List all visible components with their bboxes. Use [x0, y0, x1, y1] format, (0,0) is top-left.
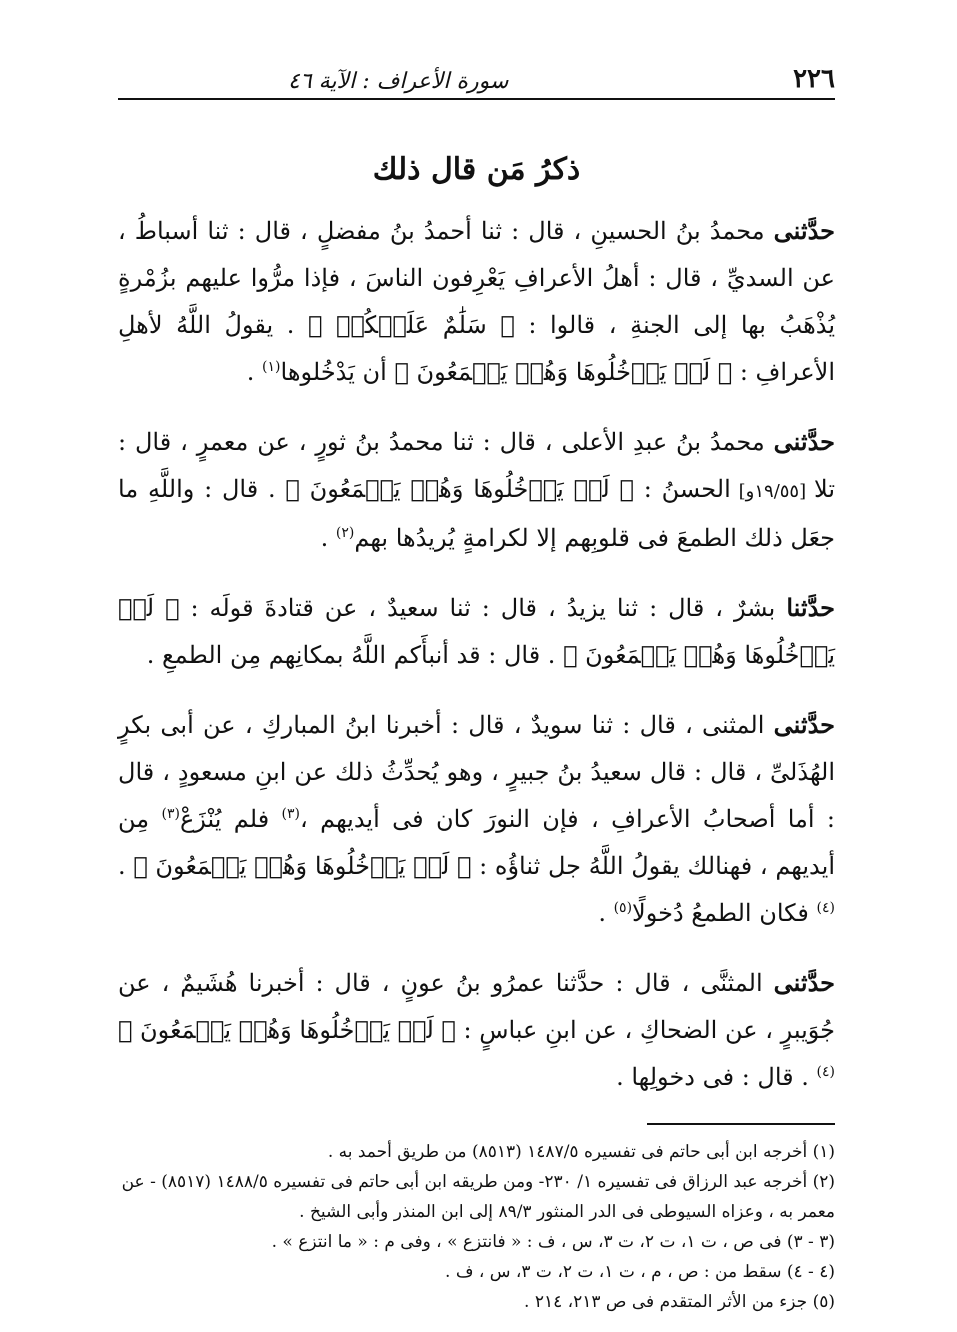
footnote-3: (٣ - ٣) فى ص ، ت ١، ت ٢، ت ٣، س ، ف : « فانتزع » ، وفى م : « ما انتزع » .: [271, 1232, 835, 1252]
paragraph-tail: .: [320, 524, 336, 552]
paragraph-4: [118, 701, 835, 937]
paragraph-text-continued: فكان الطمعُ دُخولًا: [632, 899, 817, 927]
paragraph-3: [118, 584, 835, 679]
page-header: [118, 58, 835, 100]
footnote-ref: (٥): [613, 900, 633, 916]
footnote-ref: (١): [262, 359, 281, 375]
running-head: سورة الأعراف : الآية ٤٦: [288, 69, 509, 94]
paragraph-text: بشرٌ ، قال : ثنا يزيدُ ، قال : ثنا سعيدٌ ، عن قتادةَ قولَه : ﴿ لَمۡ يَدۡخُلُوهَا وَهُمۡ يَطۡمَعُونَ ﴾ . قال : قد أنبأَكم اللَّهُ بمكانِهم مِن الطمعِ .: [118, 594, 835, 669]
paragraph-text: محمدُ بنُ الحسينِ ، قال : ثنا أحمدُ بنُ مفضلٍ ، قال : ثنا أسباطُ ، عن السديِّ ، قال : أهلُ الأعرافِ يَعْرِفون الناسَ ، فإذا مرُّوا عليهم بزُمْرةٍ يُذْهَبُ بها إلى الجنةِ ، قالوا : ﴿ سَلَٰمٌ عَلَيۡكُمۡ ﴾ . يقولُ اللَّهُ لأهلِ الأعرافِ : ﴿ لَمۡ يَدۡخُلُوهَا وَهُمۡ يَطۡمَعُونَ ﴾ أن يَدْخُلوها: [118, 217, 835, 386]
footnote-ref: (٤): [816, 900, 835, 916]
paragraph-tail: . قال : فى دخولِها .: [616, 1063, 817, 1091]
paragraph-lead: حدَّثنى: [773, 968, 835, 997]
section-title: ذكرُ مَن قال ذلك: [372, 152, 581, 187]
paragraph-lead: حدَّثنا: [786, 593, 835, 622]
paragraph-text: المثنى ، قال : ثنا سويدٌ ، قال : أخبرنا ابنُ المباركِ ، عن أبى بكرٍ الهُذَلىِّ ، قال : قال سعيدُ بنُ جبيرٍ ، وهو يُحدِّثُ ذلك عن ابنِ مسعودٍ ، قال : أما أصحابُ الأعرافِ ، فإن النورَ كان فى أيديهم ،: [118, 711, 835, 833]
paragraph-tail: .: [598, 899, 614, 927]
paragraph-text-continued: فلم يُنْزَعْ: [179, 805, 282, 833]
footnotes: [118, 1137, 835, 1317]
paragraph-5: [118, 959, 835, 1101]
paragraph-text: محمدُ بنُ عبدِ الأعلى ، قال : ثنا محمدُ بنُ ثورٍ ، عن معمرٍ ، قال : تلا: [118, 428, 836, 503]
footnote-5: (٥) جزء من الأثر المتقدم فى ص ٢١٣، ٢١٤ .: [524, 1292, 835, 1312]
footnote-ref: (٢): [335, 525, 355, 541]
footnote-4: (٤ - ٤) سقط من : ص ، م ، ت ١، ت ٢، ت ٣، س ، ف .: [445, 1262, 835, 1282]
page-number: ٢٢٦: [793, 64, 835, 94]
paragraph-lead: حدَّثنى: [773, 427, 835, 456]
paragraph-text-continued: مِن أيديهم ، فهنالك يقولُ اللَّهُ جل ثناؤُه : ﴿ لَمۡ يَدۡخُلُوهَا وَهُمۡ يَطۡمَعُونَ ﴾ .: [118, 805, 835, 880]
footnote-2: (٢) أخرجه عبد الرزاق فى تفسيره ١/ ٢٣٠- ومن طريقه ابن أبى حاتم فى تفسيره ١٤٨٨/٥ (٨٥١٧) - عن معمر به ، وعزاه السيوطى فى الدر المنثور ٨٩/٣ إلى ابن المنذر وأبى الشيخ .: [121, 1172, 835, 1222]
paragraph-1: [118, 207, 835, 396]
footnote-1: (١) أخرجه ابن أبى حاتم فى تفسيره ١٤٨٧/٥ (٨٥١٣) من طريق أحمد به .: [327, 1142, 835, 1162]
book-page: [118, 58, 835, 1317]
paragraph-tail: .: [246, 358, 263, 386]
footnote-ref: (٤): [816, 1064, 835, 1080]
footnote-divider: [647, 1123, 835, 1125]
paragraph-lead: حدَّثنى: [773, 216, 835, 245]
manuscript-folio: [١٩/٥٥و]: [730, 481, 815, 502]
paragraph-text: المثنَّى ، قال : حدَّثنا عمرُو بنُ عونٍ ، قال : أخبرنا هُشَيمٌ ، عن جُوَيبرٍ ، عن الضحاكِ ، عن ابنِ عباسٍ : ﴿ لَمۡ يَدۡخُلُوهَا وَهُمۡ يَطۡمَعُونَ ﴾: [118, 969, 835, 1044]
footnote-ref: (٣): [281, 806, 301, 822]
paragraph-2: [118, 418, 835, 562]
paragraph-text-continued: الحسنُ : ﴿ لَمۡ يَدۡخُلُوهَا وَهُمۡ يَطۡمَعُونَ ﴾ . قال : واللَّهِ ما جعَل ذلك الطمعَ فى قلوبِهم إلا لكرامةٍ يُريدُها بهم: [118, 475, 835, 552]
paragraph-lead: حدَّثنى: [773, 710, 835, 739]
footnote-ref: (٣): [161, 806, 180, 822]
